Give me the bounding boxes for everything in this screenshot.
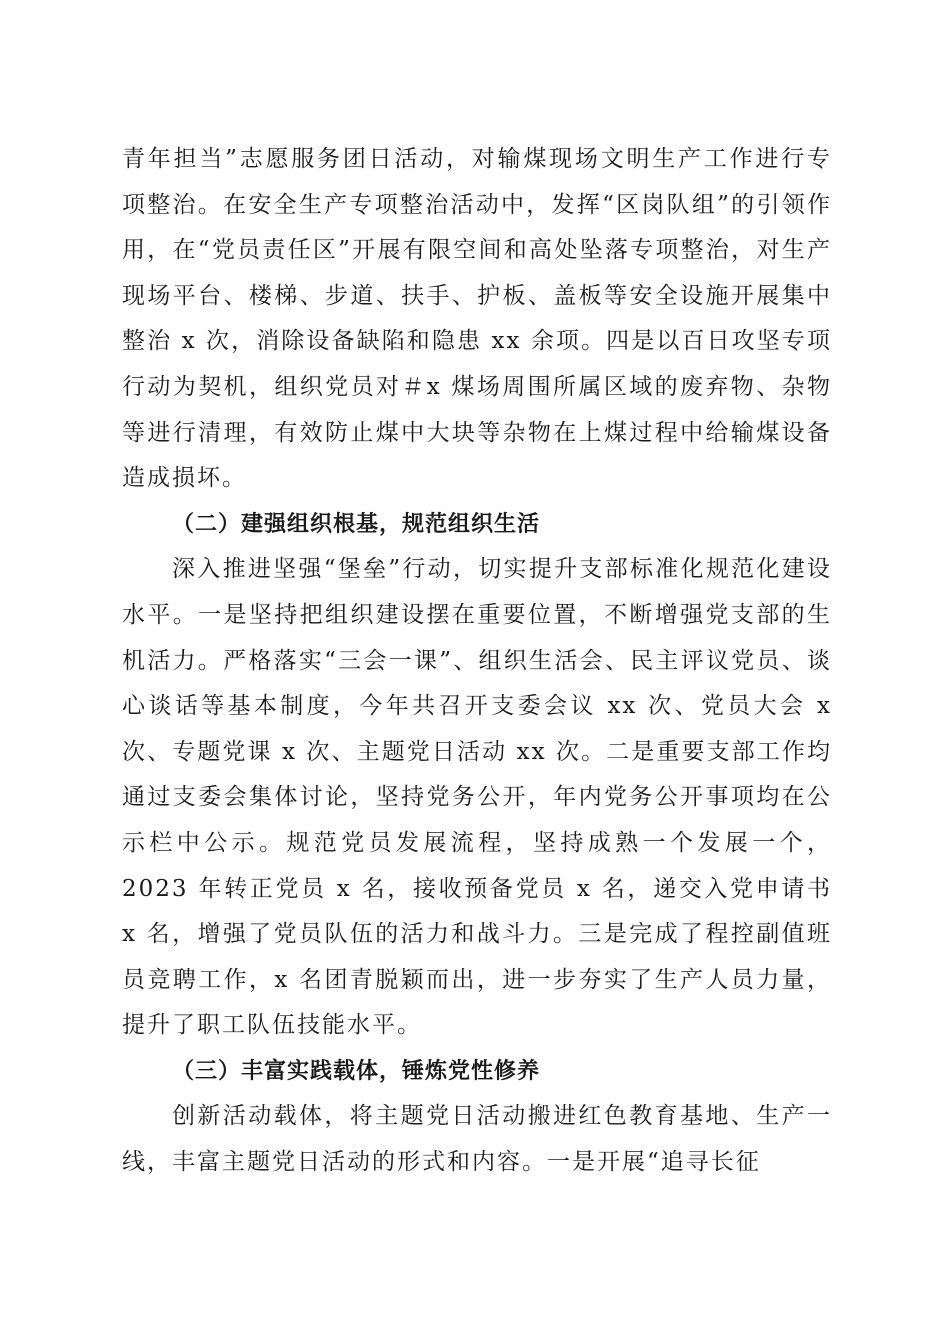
- section-heading-3: （三）丰富实践载体，锤炼党性修养: [172, 1058, 541, 1084]
- document-body: [122, 137, 832, 1186]
- paragraph-continuation: 青年担当”志愿服务团日活动，对输煤现场文明生产工作进行专项整治。在安全生产专项整治活动中，发挥“区岗队组”的引领作用，在“党员责任区”开展有限空间和高处坠落专项整治，对生产现场平台、楼梯、步道、扶手、护板、盖板等安全设施开展集中整治 x 次，消除设备缺陷和隐患 xx 余项。四是以百日攻坚专项行动为契机，组织党员对＃x 煤场周围所属区域的废弃物、杂物等进行清理，有效防止煤中大块等杂物在上煤过程中给输煤设备造成损坏。: [122, 146, 832, 492]
- paragraph-organization: 深入推进坚强“堡垒”行动，切实提升支部标准化规范化建设水平。一是坚持把组织建设摆在重要位置，不断增强党支部的生机活力。严格落实“三会一课”、组织生活会、民主评议党员、谈心谈话等基本制度，今年共召开支委会议 xx 次、党员大会 x 次、专题党课 x 次、主题党日活动 xx 次。二是重要支部工作均通过支委会集体讨论，坚持党务公开，年内党务公开事项均在公示栏中公示。规范党员发展流程，坚持成熟一个发展一个，2023 年转正党员 x 名，接收预备党员 x 名，递交入党申请书 x 名，增强了党员队伍的活力和战斗力。三是完成了程控副值班员竞聘工作，x 名团青脱颖而出，进一步夯实了生产人员力量，提升了职工队伍技能水平。: [122, 556, 832, 1039]
- paragraph-practice: 创新活动载体，将主题党日活动搬进红色教育基地、生产一线，丰富主题党日活动的形式和内容。一是开展“追寻长征: [122, 1103, 832, 1176]
- section-heading-2: （二）建强组织根基，规范组织生活: [172, 511, 541, 537]
